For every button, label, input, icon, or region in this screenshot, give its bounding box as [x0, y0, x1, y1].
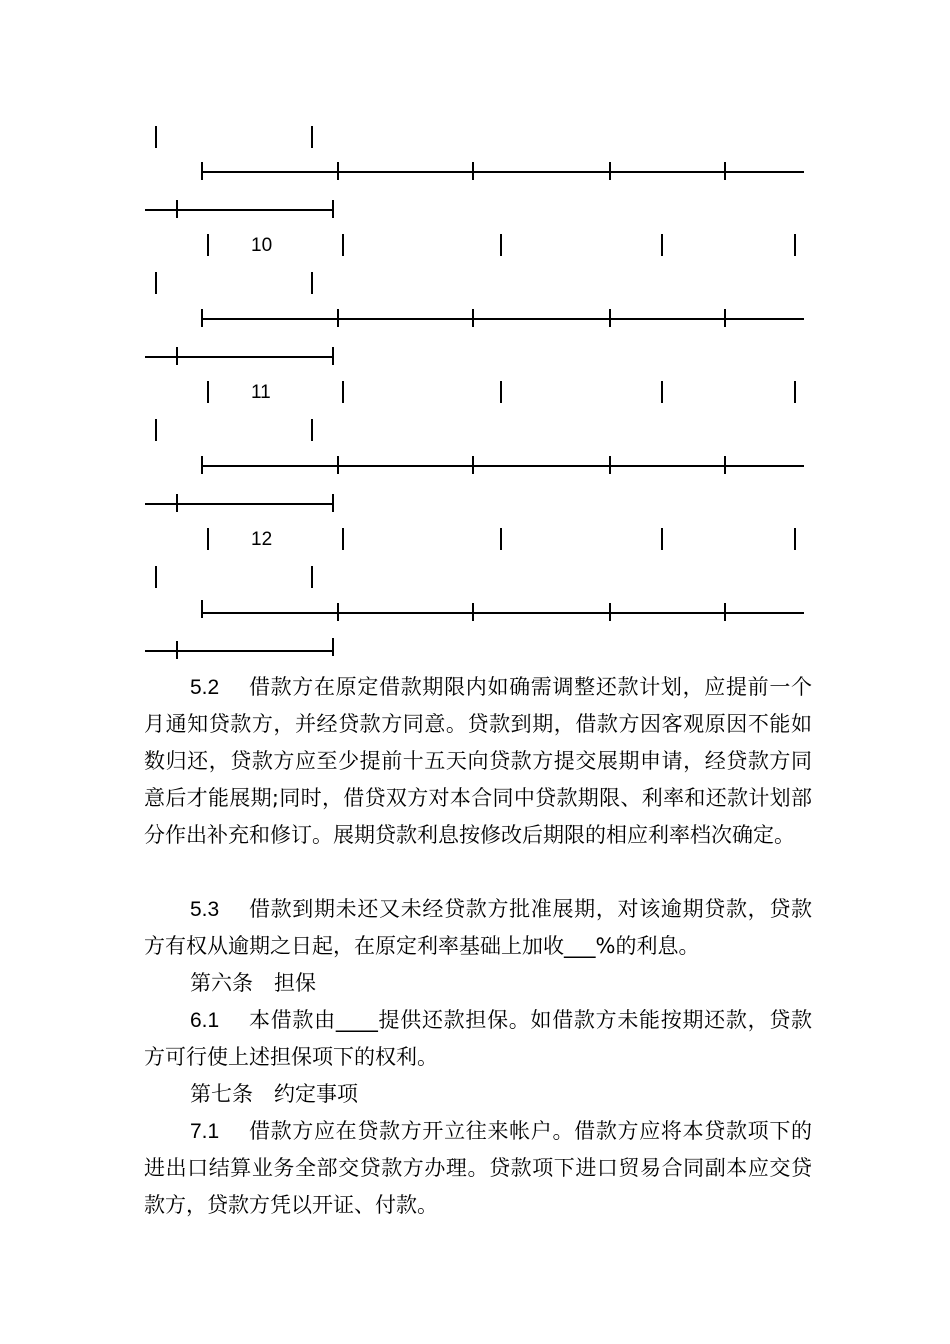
clause-number: 5.2 [190, 676, 220, 699]
table-border [337, 309, 339, 327]
table-border [472, 162, 474, 180]
table-border [311, 566, 313, 588]
table-border [342, 234, 344, 256]
table-border [201, 600, 203, 618]
table-border [176, 641, 178, 659]
table-border [311, 272, 313, 294]
clause-5-3 [144, 891, 812, 965]
table-border [794, 234, 796, 256]
clause-text: 借款到期未还又未经贷款方批准展期，对该逾期贷款，贷款方有权从逾期之日起，在原定利率基础上加收___%的利息。 [144, 897, 812, 958]
article-6-heading: 第六条 担保 [190, 971, 316, 995]
table-rule [145, 209, 333, 211]
table-border [472, 603, 474, 621]
clause-6-1 [144, 1002, 812, 1076]
table-border [794, 528, 796, 550]
table-rule [201, 171, 804, 173]
table-border [609, 456, 611, 474]
table-border [609, 162, 611, 180]
table-border [794, 381, 796, 403]
table-border [500, 528, 502, 550]
table-border [201, 456, 203, 474]
clause-number: 5.3 [190, 898, 220, 921]
table-border [332, 200, 334, 218]
row-number: 12 [251, 529, 273, 550]
table-border [201, 162, 203, 180]
table-border [155, 126, 157, 148]
table-rule [145, 503, 333, 505]
clause-text: 借款方在原定借款期限内如确需调整还款计划，应提前一个月通知贷款方，并经贷款方同意。贷款到期，借款方因客观原因不能如数归还，贷款方应至少提前十五天向贷款方提交展期申请，经贷款方同意后才能展期;同时，借贷双方对本合同中贷款期限、利率和还款计划部分作出补充和修订。展期贷款利息按修改后期限的相应利率档次确定。 [144, 675, 812, 847]
table-border [176, 347, 178, 365]
table-border [342, 528, 344, 550]
row-number: 11 [251, 382, 271, 403]
table-border [609, 603, 611, 621]
table-border [337, 162, 339, 180]
table-border [724, 603, 726, 621]
table-border [337, 456, 339, 474]
table-border [311, 126, 313, 148]
table-rule [201, 612, 804, 614]
table-border [724, 309, 726, 327]
clause-text: 本借款由____提供还款担保。如借款方未能按期还款，贷款方可行使上述担保项下的权利。 [144, 1008, 812, 1069]
table-border [311, 419, 313, 441]
table-border [661, 234, 663, 256]
table-border [472, 309, 474, 327]
article-7-heading: 第七条 约定事项 [190, 1082, 358, 1106]
table-border [332, 347, 334, 365]
table-border [500, 234, 502, 256]
table-border [661, 381, 663, 403]
table-border [155, 566, 157, 588]
table-border [724, 162, 726, 180]
table-border [337, 603, 339, 621]
clause-7-1 [144, 1113, 812, 1224]
table-border [207, 234, 209, 256]
table-border [176, 200, 178, 218]
table-border [155, 272, 157, 294]
clause-number: 7.1 [190, 1120, 220, 1143]
clause-number: 6.1 [190, 1009, 220, 1032]
table-border [661, 528, 663, 550]
row-number: 10 [251, 235, 273, 256]
clause-5-2 [144, 669, 812, 854]
table-border [724, 456, 726, 474]
table-border [207, 381, 209, 403]
table-border [201, 309, 203, 327]
table-border [332, 638, 334, 656]
table-rule [201, 318, 804, 320]
table-border [500, 381, 502, 403]
table-border [342, 381, 344, 403]
table-border [155, 419, 157, 441]
table-border [332, 494, 334, 512]
clause-text: 借款方应在贷款方开立往来帐户。借款方应将本贷款项下的进出口结算业务全部交贷款方办理。贷款项下进口贸易合同副本应交贷款方，贷款方凭以开证、付款。 [144, 1119, 812, 1217]
table-border [207, 528, 209, 550]
table-rule [145, 650, 333, 652]
table-border [176, 494, 178, 512]
table-rule [201, 465, 804, 467]
table-border [472, 456, 474, 474]
table-border [609, 309, 611, 327]
table-rule [145, 356, 333, 358]
